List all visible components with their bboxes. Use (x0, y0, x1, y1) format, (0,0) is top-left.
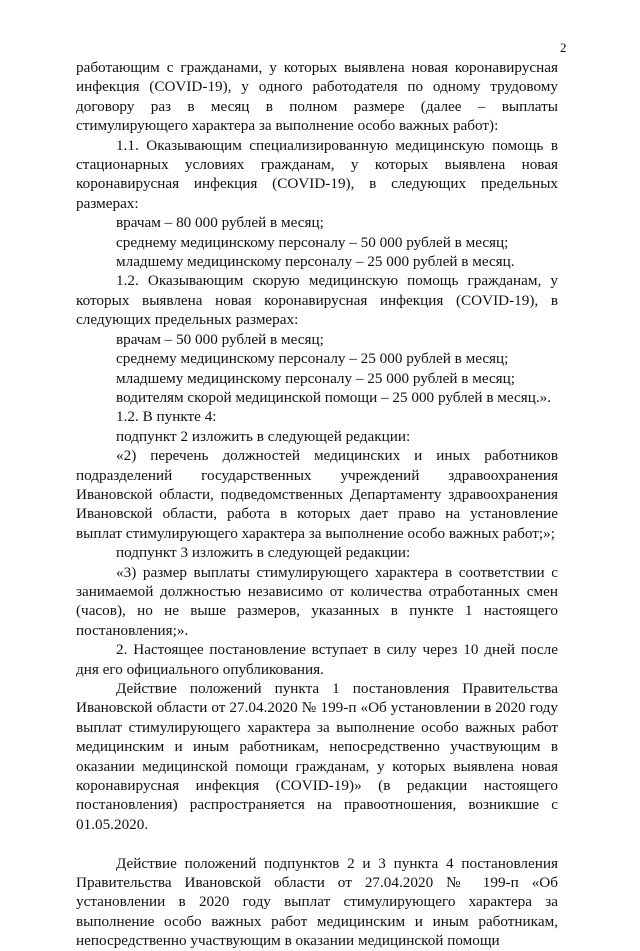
paragraph: врачам – 50 000 рублей в месяц; (116, 330, 324, 348)
paragraph: среднему медицинскому персоналу – 50 000 рублей в месяц; (116, 233, 509, 251)
paragraph: 1.2. Оказывающим скорую медицинскую помощь гражданам, у которых выявлена новая коронавирусная инфекция (COVID-19), в следующих предельных размерах: (76, 272, 558, 329)
document-body (76, 58, 558, 951)
paragraph: водителям скорой медицинской помощи – 25 000 рублей в месяц.». (116, 388, 552, 406)
paragraph: «2) перечень должностей медицинских и иных работников подразделений государственных учреждений здравоохранения Ивановской области, подведомственных Департаменту здравоохранения Ивановской области, работа в которых дает право на установление выплат стимулирующего характера за выполнение особо важных работ;»; (76, 447, 558, 542)
paragraph: врачам – 80 000 рублей в месяц; (116, 214, 324, 232)
paragraph: Действие положений пункта 1 постановления Правительства Ивановской области от 27.04.2020 № 199-п «Об установлении в 2020 году выплат стимулирующего характера за выполнение особо важных работ медицинским и иным работникам, непосредственно участвующим в оказании медицинской помощи гражданам, у которых выявлена новая коронавирусная инфекция (COVID-19)» (в редакции настоящего постановления) распространяется на правоотношения, возникшие с 01.05.2020. (76, 680, 558, 833)
paragraph: среднему медицинскому персоналу – 25 000 рублей в месяц; (116, 350, 509, 368)
page-number: 2 (560, 40, 567, 55)
paragraph: «3) размер выплаты стимулирующего характера в соответствии с занимаемой должностью независимо от количества отработанных смен (часов), но не выше размеров, указанных в пункте 1 настоящего постановления;». (76, 563, 558, 639)
paragraph: 1.2. В пункте 4: (116, 408, 217, 426)
paragraph: работающим с гражданами, у которых выявлена новая коронавирусная инфекция (COVID-19), у одного работодателя по одному трудовому договору раз в месяц в полном размере (далее – выплаты стимулирующего характера за выполнение особо важных работ): (76, 59, 558, 135)
paragraph: 2. Настоящее постановление вступает в силу через 10 дней после дня его официального опубликования. (76, 641, 558, 678)
paragraph: подпункт 2 изложить в следующей редакции: (116, 427, 411, 445)
paragraph: младшему медицинскому персоналу – 25 000 рублей в месяц; (116, 369, 516, 387)
paragraph: Действие положений подпунктов 2 и 3 пункта 4 постановления Правительства Ивановской области от 27.04.2020 № 199-п «Об установлении в 2020 году выплат стимулирующего характера за выполнение особо важных работ медицинским и иным работникам, непосредственно участвующим в оказании медицинской помощи (76, 854, 558, 950)
paragraph: подпункт 3 изложить в следующей редакции: (116, 544, 411, 562)
paragraph: младшему медицинскому персоналу – 25 000 рублей в месяц. (116, 253, 515, 271)
paragraph: 1.1. Оказывающим специализированную медицинскую помощь в стационарных условиях гражданам, у которых выявлена новая коронавирусная инфекция (COVID-19), в следующих предельных размерах: (76, 136, 558, 212)
